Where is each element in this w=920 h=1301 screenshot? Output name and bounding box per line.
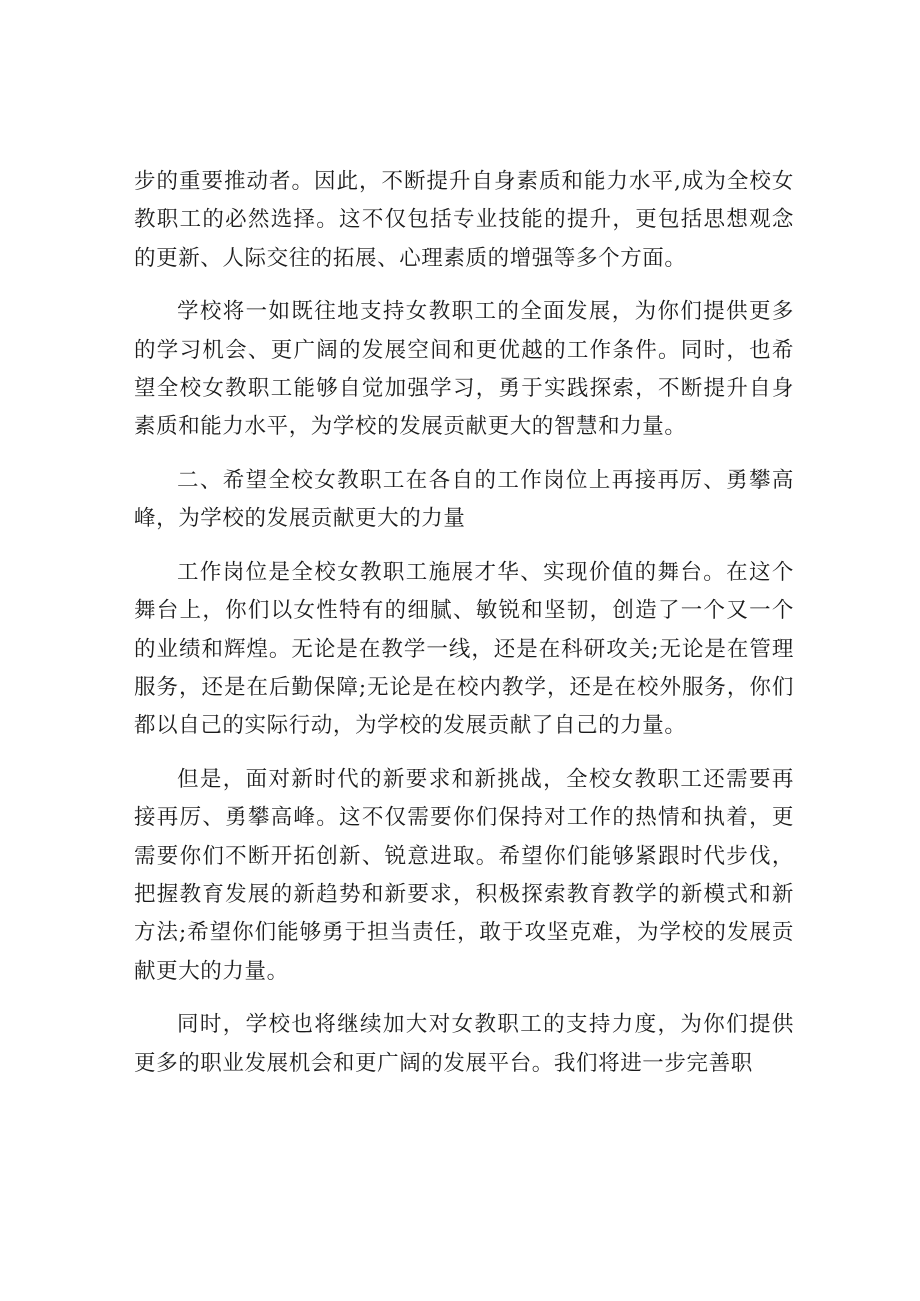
paragraph-continuation: 步的重要推动者。因此，不断提升自身素质和能力水平,成为全校女教职工的必然选择。这不仅包括专业技能的提升，更包括思想观念的更新、人际交往的拓展、心理素质的增强等多个方面。: [134, 169, 794, 271]
paragraph-continued-support: 同时，学校也将继续加大对女教职工的支持力度，为你们提供更多的职业发展机会和更广阔的发展平台。我们将进一步完善职: [134, 1012, 794, 1076]
paragraph-new-challenges: 但是，面对新时代的新要求和新挑战，全校女教职工还需要再接再厉、勇攀高峰。这不仅需要你们保持对工作的热情和执着，更需要你们不断开拓创新、锐意进取。希望你们能够紧跟时代步伐，把握教育发展的新趋势和新要求，积极探索教育教学的新模式和新方法;希望你们能够勇于担当责任，敢于攻坚克难，为学校的发展贡献更大的力量。: [134, 767, 794, 984]
section-heading-two: 二、希望全校女教职工在各自的工作岗位上再接再厉、勇攀高峰，为学校的发展贡献更大的力量: [134, 468, 794, 532]
paragraph-work-post: 工作岗位是全校女教职工施展才华、实现价值的舞台。在这个舞台上，你们以女性特有的细腻、敏锐和坚韧，创造了一个又一个的业绩和辉煌。无论是在教学一线，还是在科研攻关;无论是在管理服务，还是在后勤保障;无论是在校内教学，还是在校外服务，你们都以自己的实际行动，为学校的发展贡献了自己的力量。: [134, 560, 794, 739]
document-body: [134, 163, 794, 1099]
paragraph-school-support: 学校将一如既往地支持女教职工的全面发展，为你们提供更多的学习机会、更广阔的发展空间和更优越的工作条件。同时，也希望全校女教职工能够自觉加强学习，勇于实践探索，不断提升自身素质和能力水平，为学校的发展贡献更大的智慧和力量。: [134, 299, 794, 440]
